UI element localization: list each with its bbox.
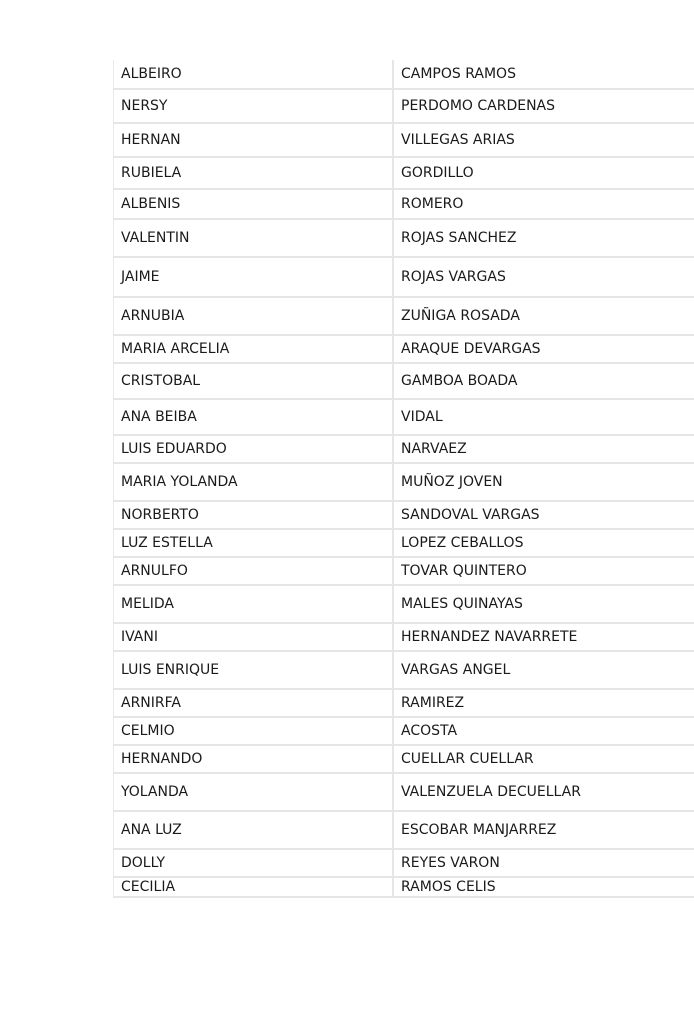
table-row — [114, 689, 694, 717]
last-name-cell: REYES VARON — [393, 849, 694, 877]
table-row — [114, 529, 694, 557]
first-name-cell: LUIS ENRIQUE — [114, 651, 394, 689]
table-row — [114, 501, 694, 529]
first-name-cell: RUBIELA — [114, 157, 394, 189]
last-name-cell: ARAQUE DEVARGAS — [393, 335, 694, 363]
first-name-cell: ALBENIS — [114, 189, 394, 219]
table-row — [114, 877, 694, 897]
first-name-cell: DOLLY — [114, 849, 394, 877]
last-name-cell: GAMBOA BOADA — [393, 363, 694, 399]
table-row — [114, 89, 694, 123]
first-name-cell: ANA BEIBA — [114, 399, 394, 435]
first-name-cell: CECILIA — [114, 877, 394, 897]
last-name-cell: SANDOVAL VARGAS — [393, 501, 694, 529]
last-name-cell: MUÑOZ JOVEN — [393, 463, 694, 501]
last-name-cell: VALENZUELA DECUELLAR — [393, 773, 694, 811]
table-row — [114, 257, 694, 297]
table-row — [114, 189, 694, 219]
first-name-cell: VALENTIN — [114, 219, 394, 257]
first-name-cell: ANA LUZ — [114, 811, 394, 849]
table-row — [114, 623, 694, 651]
table-row — [114, 849, 694, 877]
first-name-cell: LUZ ESTELLA — [114, 529, 394, 557]
last-name-cell: PERDOMO CARDENAS — [393, 89, 694, 123]
table-row — [114, 435, 694, 463]
first-name-cell: HERNANDO — [114, 745, 394, 773]
last-name-cell: HERNANDEZ NAVARRETE — [393, 623, 694, 651]
table-row — [114, 745, 694, 773]
table-row — [114, 123, 694, 157]
first-name-cell: ARNULFO — [114, 557, 394, 585]
first-name-cell: LUIS EDUARDO — [114, 435, 394, 463]
first-name-cell: CRISTOBAL — [114, 363, 394, 399]
first-name-cell: MARIA YOLANDA — [114, 463, 394, 501]
table-row — [114, 335, 694, 363]
last-name-cell: ZUÑIGA ROSADA — [393, 297, 694, 335]
first-name-cell: ALBEIRO — [114, 60, 394, 89]
last-name-cell: RAMOS CELIS — [393, 877, 694, 897]
table-row — [114, 651, 694, 689]
last-name-cell: ACOSTA — [393, 717, 694, 745]
first-name-cell: MARIA ARCELIA — [114, 335, 394, 363]
table-row — [114, 363, 694, 399]
table-row — [114, 773, 694, 811]
table-row — [114, 463, 694, 501]
table-row — [114, 585, 694, 623]
first-name-cell: JAIME — [114, 257, 394, 297]
last-name-cell: ROJAS VARGAS — [393, 257, 694, 297]
last-name-cell: ROMERO — [393, 189, 694, 219]
last-name-cell: ESCOBAR MANJARREZ — [393, 811, 694, 849]
names-table-body — [114, 60, 694, 897]
first-name-cell: ARNUBIA — [114, 297, 394, 335]
first-name-cell: IVANI — [114, 623, 394, 651]
last-name-cell: NARVAEZ — [393, 435, 694, 463]
last-name-cell: CAMPOS RAMOS — [393, 60, 694, 89]
table-row — [114, 219, 694, 257]
last-name-cell: VILLEGAS ARIAS — [393, 123, 694, 157]
table-row — [114, 717, 694, 745]
table-row — [114, 297, 694, 335]
first-name-cell: ARNIRFA — [114, 689, 394, 717]
last-name-cell: CUELLAR CUELLAR — [393, 745, 694, 773]
last-name-cell: ROJAS SANCHEZ — [393, 219, 694, 257]
table-row — [114, 557, 694, 585]
table-row — [114, 399, 694, 435]
table-row — [114, 811, 694, 849]
table-row — [114, 157, 694, 189]
first-name-cell: CELMIO — [114, 717, 394, 745]
last-name-cell: TOVAR QUINTERO — [393, 557, 694, 585]
first-name-cell: NERSY — [114, 89, 394, 123]
first-name-cell: HERNAN — [114, 123, 394, 157]
first-name-cell: MELIDA — [114, 585, 394, 623]
last-name-cell: VIDAL — [393, 399, 694, 435]
last-name-cell: VARGAS ANGEL — [393, 651, 694, 689]
last-name-cell: LOPEZ CEBALLOS — [393, 529, 694, 557]
table-row — [114, 60, 694, 89]
first-name-cell: NORBERTO — [114, 501, 394, 529]
first-name-cell: YOLANDA — [114, 773, 394, 811]
last-name-cell: MALES QUINAYAS — [393, 585, 694, 623]
last-name-cell: RAMIREZ — [393, 689, 694, 717]
last-name-cell: GORDILLO — [393, 157, 694, 189]
names-table — [113, 60, 694, 898]
